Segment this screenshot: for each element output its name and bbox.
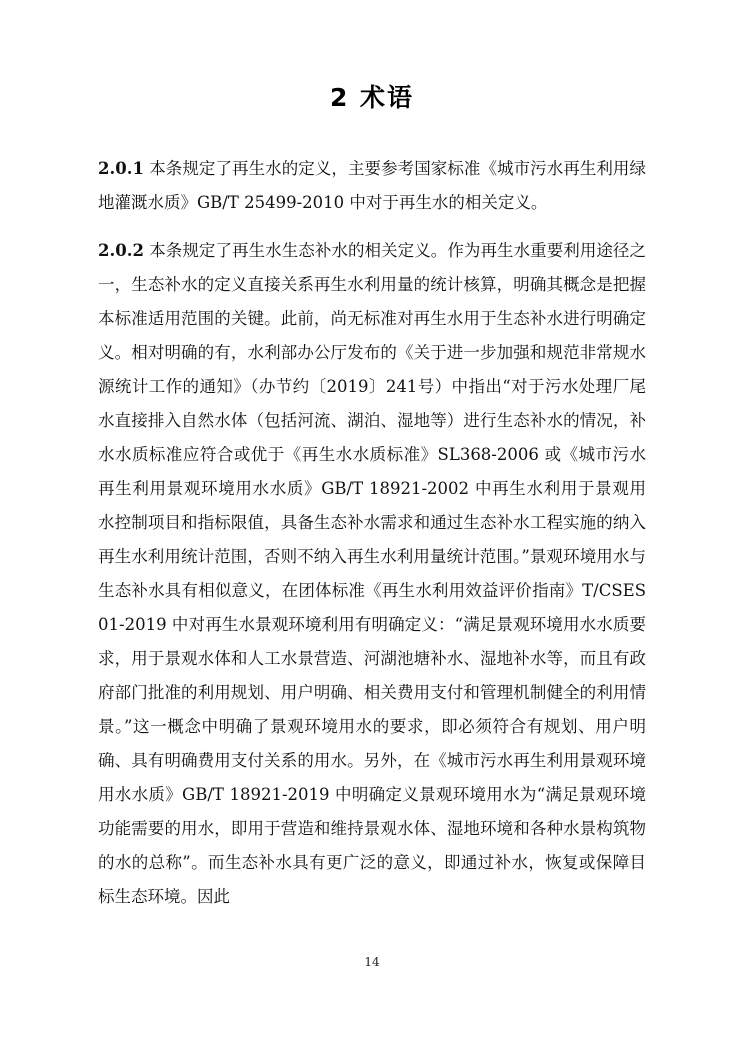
paragraph-text: 本条规定了再生水的定义，主要参考国家标准《城市污水再生利用绿地灌溉水质》GB/T 25499-2010 中对于再生水的相关定义。 xyxy=(98,159,646,212)
paragraph-number: 2.0.2 xyxy=(98,240,144,260)
paragraph-text: 本条规定了再生水生态补水的相关定义。作为再生水重要利用途径之一，生态补水的定义直接关系再生水利用量的统计核算，明确其概念是把握本标准适用范围的关键。此前，尚无标准对再生水用于生态补水进行明确定义。相对明确的有，水利部办公厅发布的《关于进一步加强和规范非常规水源统计工作的通知》（办节约〔2019〕241号）中指出“对于污水处理厂尾水直接排入自然水体（包括河流、湖泊、湿地等）进行生态补水的情况，补水水质标准应符合或优于《再生水水质标准》SL368-2006 或《城市污水再生利用景观环境用水水质》GB/T 18921-2002 中再生水利用于景观用水控制项目和指标限值，具备生态补水需求和通过生态补水工程实施的纳入再生水利用统计范围，否则不纳入再生水利用量统计范围。”景观环境用水与生态补水具有相似意义，在团体标准《再生水利用效益评价指南》T/CSES 01-2019 中对再生水景观环境利用有明确定义：“满足景观环境用水水质要求，用于景观水体和人工水景营造、河湖池塘补水、湿地补水等，而且有政府部门批准的利用规划、用户明确、相关费用支付和管理机制健全的利用情景。”这一概念中明确了景观环境用水的要求，即必须符合有规划、用户明确、具有明确费用支付关系的用水。另外，在《城市污水再生利用景观环境用水水质》GB/T 18921-2019 中明确定义景观环境用水为“满足景观环境功能需要的用水，即用于营造和维持景观水体、湿地环境和各种水景构筑物的水的总称”。而生态补水具有更广泛的意义，即通过补水，恢复或保障目标生态环境。因此 xyxy=(98,240,646,906)
paragraph-number: 2.0.1 xyxy=(98,159,144,178)
page-title: 2 术语 xyxy=(329,83,415,112)
page-content xyxy=(98,78,646,920)
paragraph-2-0-1 xyxy=(98,152,646,220)
paragraph-2-0-2 xyxy=(98,234,646,914)
page-number: 14 xyxy=(364,955,380,969)
